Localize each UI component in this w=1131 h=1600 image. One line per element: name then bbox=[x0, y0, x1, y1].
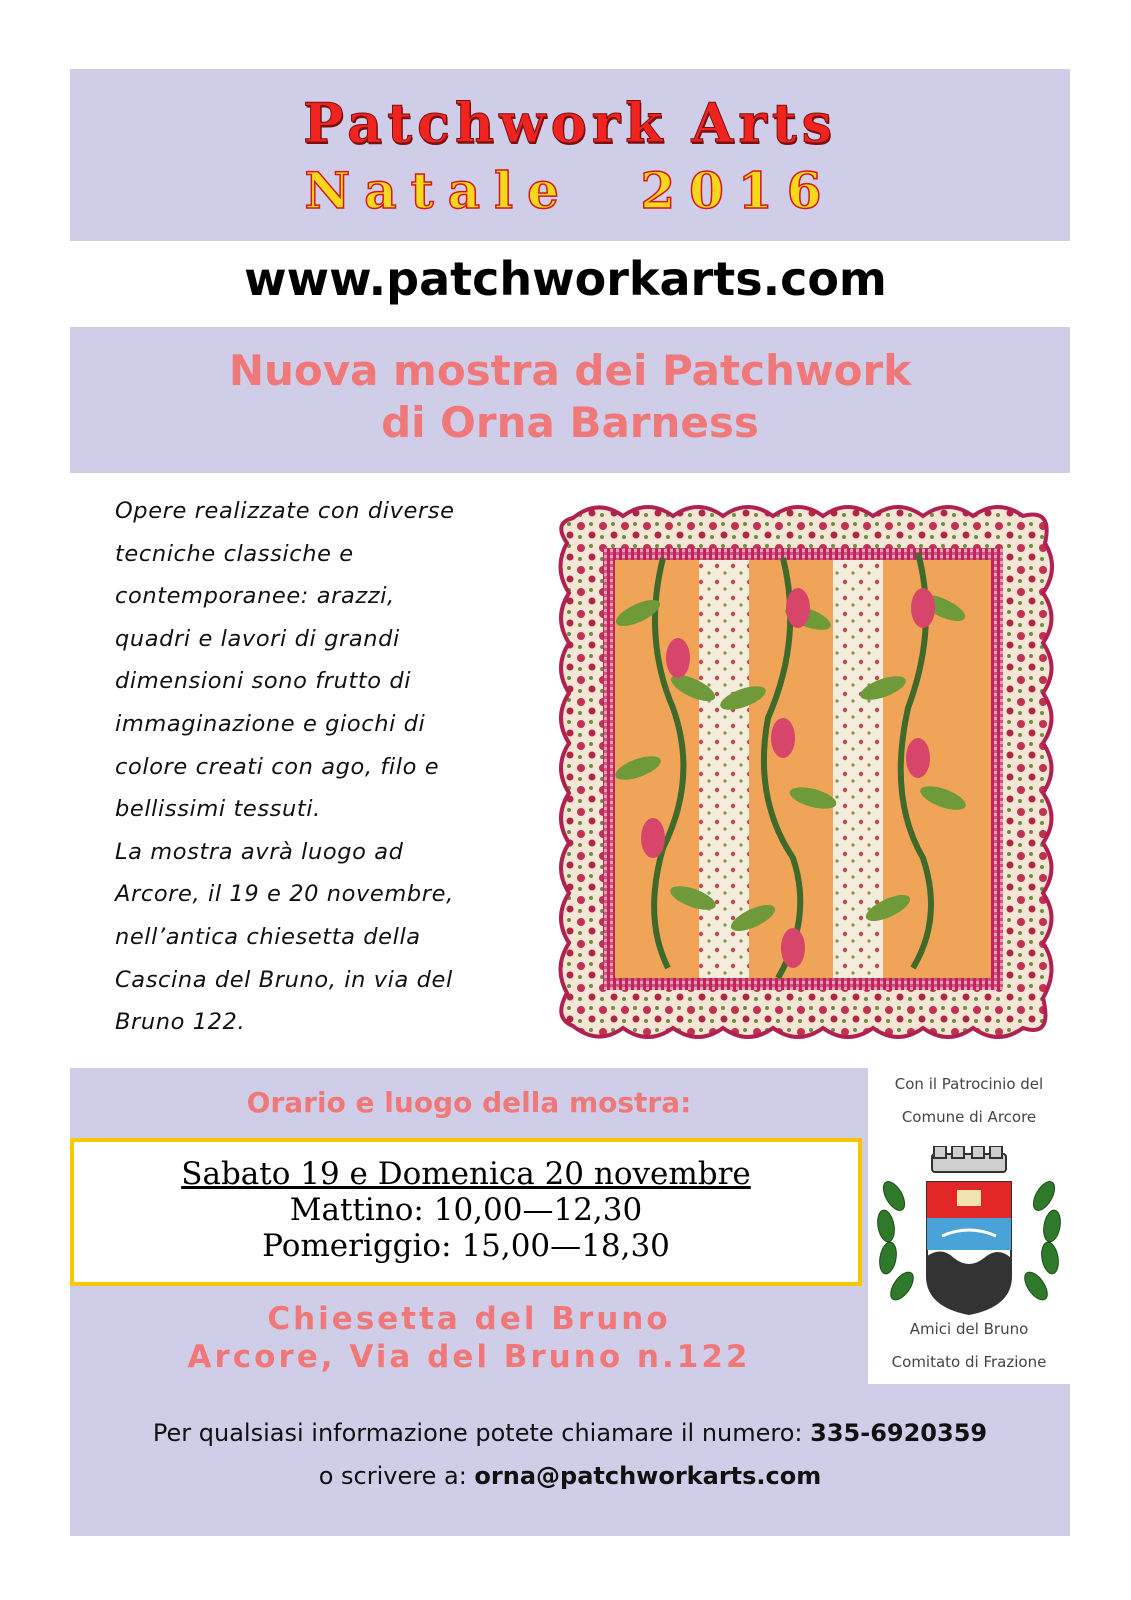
description-line: Opere realizzate con diverse bbox=[115, 498, 455, 524]
website-link[interactable]: www.patchworkarts.com bbox=[244, 252, 887, 306]
venue-line1: Chiesetta del Bruno bbox=[267, 1301, 671, 1337]
schedule-morning: Mattino: 10,00—12,30 bbox=[289, 1192, 643, 1228]
subtitle bbox=[70, 345, 1070, 449]
title-line1: Patchwork Arts bbox=[302, 91, 838, 155]
patronage-top bbox=[868, 1068, 1070, 1134]
description-line: Bruno 122. bbox=[115, 1009, 246, 1036]
email-text: o scrivere a: bbox=[318, 1462, 475, 1490]
patronage-line2: Comune di Arcore bbox=[901, 1108, 1037, 1126]
hours-box bbox=[70, 1138, 862, 1286]
venue-line2: Arcore, Via del Bruno n.122 bbox=[187, 1339, 751, 1375]
description bbox=[115, 490, 535, 1044]
schedule-heading: Orario e luogo della mostra: bbox=[246, 1086, 692, 1119]
quilt-image bbox=[553, 498, 1060, 1046]
email-line bbox=[70, 1455, 1070, 1498]
description-line: bellissimi tessuti. bbox=[115, 796, 321, 823]
patronage-bottom bbox=[868, 1313, 1070, 1379]
title-banner bbox=[70, 69, 1070, 241]
patronage-line1: Con il Patrocinio del bbox=[894, 1075, 1044, 1093]
phone-number[interactable]: 335-6920359 bbox=[810, 1419, 988, 1447]
patronage-line4: Comitato di Frazione bbox=[891, 1353, 1047, 1371]
description-line: colore creati con ago, filo e bbox=[115, 753, 440, 780]
phone-line bbox=[70, 1412, 1070, 1455]
description-line: dimensioni sono frutto di bbox=[115, 668, 412, 695]
email-address[interactable]: orna@patchworkarts.com bbox=[474, 1462, 822, 1490]
description-line: contemporanee: arazzi, bbox=[115, 583, 395, 610]
description-line: quadri e lavori di grandi bbox=[115, 625, 400, 652]
subtitle-banner bbox=[70, 327, 1070, 473]
patronage-panel bbox=[868, 1068, 1070, 1384]
description-line: nell’antica chiesetta della bbox=[115, 923, 421, 950]
contact-info bbox=[70, 1412, 1070, 1498]
description-line: tecniche classiche e bbox=[115, 540, 354, 567]
description-line: La mostra avrà luogo ad bbox=[115, 838, 404, 865]
phone-text: Per qualsiasi informazione potete chiamare il numero: bbox=[152, 1419, 811, 1447]
description-line: Arcore, il 19 e 20 novembre, bbox=[115, 881, 454, 908]
patronage-line3: Amici del Bruno bbox=[909, 1320, 1029, 1338]
description-line: Cascina del Bruno, in via del bbox=[115, 966, 453, 993]
comune-crest-icon bbox=[872, 1146, 1066, 1332]
description-line: immaginazione e giochi di bbox=[115, 710, 426, 737]
venue bbox=[70, 1300, 868, 1376]
schedule-afternoon: Pomeriggio: 15,00—18,30 bbox=[262, 1228, 670, 1264]
subtitle-line2: di Orna Barness bbox=[381, 398, 759, 447]
schedule-days: Sabato 19 e Domenica 20 novembre bbox=[181, 1156, 751, 1192]
title-line2: Natale 2016 bbox=[304, 161, 836, 220]
subtitle-line1: Nuova mostra dei Patchwork bbox=[228, 346, 912, 395]
